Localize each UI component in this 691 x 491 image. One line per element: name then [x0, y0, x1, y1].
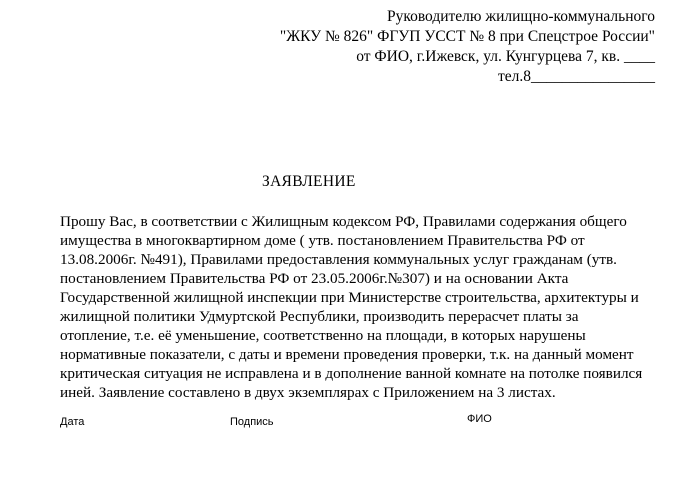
body-line-9: критическая ситуация не исправлена и в дополнение ванной комнате на потолке появился: [60, 365, 643, 382]
body-line-5: Государственной жилищной инспекции при Министерстве строительства, архитектуры и: [60, 289, 639, 306]
body-line-1: Прошу Вас, в соответствии с Жилищным кодексом РФ, Правилами содержания общего: [60, 213, 627, 230]
statement-body: [60, 212, 650, 402]
addressee-block: [280, 7, 655, 87]
body-line-3: 13.08.2006г. №491), Правилами предоставления коммунальных услуг гражданам (утв.: [60, 251, 617, 268]
body-line-2: имущества в многоквартирном доме ( утв. постановлением Правительства РФ от: [60, 232, 585, 249]
body-line-4: постановлением Правительства РФ от 23.05.2006г.№307) и на основании Акта: [60, 270, 569, 287]
phone-line: тел.8________________: [497, 68, 655, 85]
addressee-line-2: "ЖКУ № 826" ФГУП УССТ № 8 при Спецстрое России": [279, 28, 655, 45]
name-label: ФИО: [467, 413, 492, 425]
date-label: Дата: [60, 416, 85, 428]
body-line-10: иней. Заявление составлено в двух экземплярах с Приложением на 3 листах.: [60, 384, 556, 401]
body-line-6: жилищной политики Удмуртской Республики, производить перерасчет платы за: [60, 308, 579, 325]
signature-label: Подпись: [230, 416, 274, 428]
addressee-line-1: Руководителю жилищно-коммунального: [386, 8, 655, 25]
document-title: ЗАЯВЛЕНИЕ: [262, 173, 356, 190]
sender-line: от ФИО, г.Ижевск, ул. Кунгурцева 7, кв. ____: [356, 48, 655, 65]
body-line-8: нормативные показатели, с даты и времени проведения проверки, т.к. на данный момент: [60, 346, 634, 363]
body-line-7: отопление, т.е. её уменьшение, соответственно на площади, в которых нарушены: [60, 327, 586, 344]
